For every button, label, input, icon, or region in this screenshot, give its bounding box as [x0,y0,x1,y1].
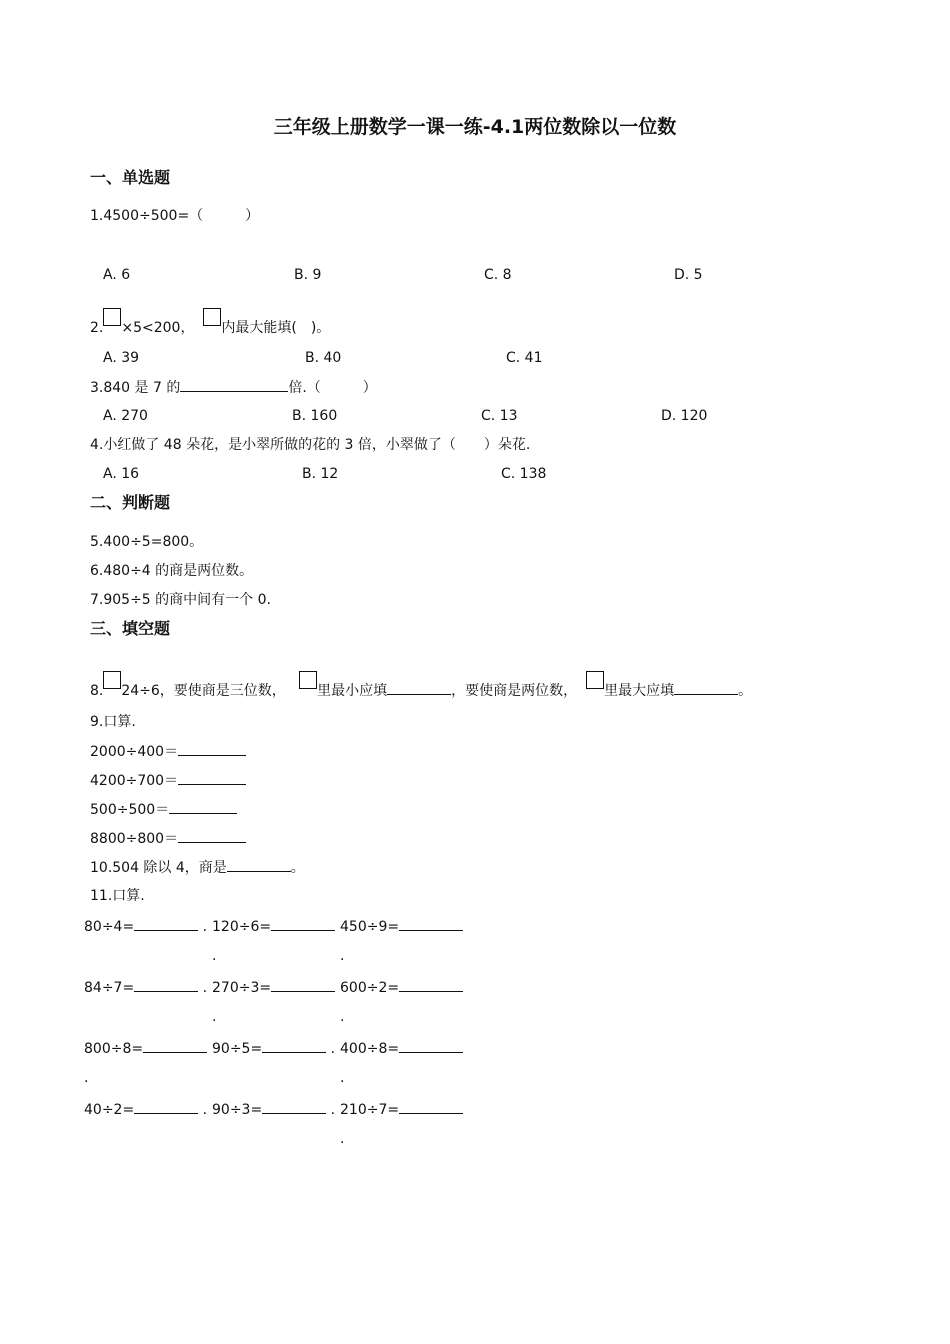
q9-item-4-blank[interactable] [178,829,246,843]
q11-r2-c2-expr: 270÷3= [212,980,272,996]
section-heading-single-choice: 一、单选题 [90,168,171,187]
q8-blank-box-3 [586,671,604,689]
q3-answer-blank[interactable] [180,378,288,392]
q11-r2-c2 [212,978,335,997]
q9-item-1-expr: 2000÷400＝ [90,744,179,760]
q11-r1-c2-expr: 120÷6= [212,919,272,935]
q11-r2-c2-blank[interactable] [271,978,335,992]
q11-r1-c3-expr: 450÷9= [340,919,400,935]
question-11-stem: 11.口算. [90,888,145,904]
q8-part-2: 里最小应填 [317,683,388,699]
q9-item-2-expr: 4200÷700＝ [90,773,179,789]
q8-blank-box-1 [103,671,121,689]
q2-part-2: 内最大能填( )。 [221,320,331,336]
q11-r1-c3-period: . [340,948,345,964]
q11-r3-c1-expr: 800÷8= [84,1041,144,1057]
q8-part-3: ，要使商是两位数， [451,683,578,699]
q11-r3-c3-expr: 400÷8= [340,1041,400,1057]
q11-r1-c2-period: . [212,948,217,964]
q2-blank-box-2 [203,308,221,326]
q11-r3-c2-blank[interactable] [262,1039,326,1053]
q11-r3-c2 [212,1039,335,1058]
q9-item-2-blank[interactable] [178,771,246,785]
q2-number: 2. [90,320,104,336]
q11-r1-c3 [340,917,463,936]
q11-r4-c2-expr: 90÷3= [212,1102,263,1118]
q8-blank-box-2 [299,671,317,689]
q1-option-d[interactable]: D. 5 [674,267,703,283]
q3-option-a[interactable]: A. 270 [103,408,148,424]
q2-blank-box-1 [103,308,121,326]
q11-r2-c1-period: . [202,980,208,996]
q11-r3-c3-period: . [340,1070,345,1086]
q8-part-4: 里最大应填 [604,683,675,699]
q11-r2-c2-period: . [212,1009,217,1025]
q3-stem-b: 倍.（ ） [288,380,377,396]
q9-item-3-blank[interactable] [169,800,237,814]
q11-r4-c2-period: . [330,1102,336,1118]
q11-r2-c3-expr: 600÷2= [340,980,400,996]
q1-option-c[interactable]: C. 8 [484,267,512,283]
q4-option-a[interactable]: A. 16 [103,466,140,482]
q9-item-1 [90,742,246,761]
q11-r3-c1-period: . [84,1070,89,1086]
q11-r2-c1-blank[interactable] [134,978,198,992]
question-6: 6.480÷4 的商是两位数。 [90,563,254,579]
q3-option-d[interactable]: D. 120 [661,408,708,424]
q8-part-1: 24÷6，要使商是三位数， [121,683,286,699]
q2-option-a[interactable]: A. 39 [103,350,140,366]
q11-r1-c1-blank[interactable] [134,917,198,931]
page-title: 三年级上册数学一课一练-4.1两位数除以一位数 [273,116,677,138]
q3-option-b[interactable]: B. 160 [292,408,338,424]
section-heading-true-false: 二、判断题 [90,493,171,512]
q3-stem-a: 3.840 是 7 的 [90,380,181,396]
q11-r4-c1-expr: 40÷2= [84,1102,135,1118]
q11-r2-c3-period: . [340,1009,345,1025]
q1-option-a[interactable]: A. 6 [103,267,131,283]
q11-r1-c3-blank[interactable] [399,917,463,931]
q2-option-b[interactable]: B. 40 [305,350,342,366]
q11-r3-c1-blank[interactable] [143,1039,207,1053]
q10-answer-blank[interactable] [227,858,291,872]
question-10 [90,858,305,877]
question-9-stem: 9.口算. [90,714,136,730]
q11-r4-c2 [212,1100,335,1119]
section-heading-fill-blank: 三、填空题 [90,619,171,638]
q11-r4-c1 [84,1100,207,1119]
q9-item-3-expr: 500÷500＝ [90,802,170,818]
q11-r3-c2-period: . [330,1041,336,1057]
q11-r1-c2 [212,917,335,936]
q11-r1-c2-blank[interactable] [271,917,335,931]
question-5: 5.400÷5=800。 [90,534,204,550]
q9-item-4 [90,829,246,848]
q8-answer-blank-1[interactable] [387,681,451,695]
question-1-stem: 1.4500÷500=（ ） [90,208,260,224]
question-8 [90,671,752,700]
q11-r1-c1-period: . [202,919,208,935]
q11-r4-c3-period: . [340,1131,345,1147]
q10-end: 。 [290,860,305,876]
q11-r2-c3 [340,978,463,997]
q4-option-c[interactable]: C. 138 [501,466,547,482]
q8-answer-blank-2[interactable] [674,681,738,695]
q11-r3-c2-expr: 90÷5= [212,1041,263,1057]
q8-part-5: 。 [738,683,753,699]
q2-option-c[interactable]: C. 41 [506,350,543,366]
q11-r4-c1-period: . [202,1102,208,1118]
q11-r2-c1 [84,978,207,997]
q9-item-4-expr: 8800÷800＝ [90,831,179,847]
q11-r4-c3-blank[interactable] [399,1100,463,1114]
question-3-stem [90,378,377,397]
q11-r2-c3-blank[interactable] [399,978,463,992]
question-7: 7.905÷5 的商中间有一个 0. [90,592,271,608]
q11-r1-c1 [84,917,207,936]
q10-stem: 10.504 除以 4，商是 [90,860,227,876]
q11-r3-c1 [84,1039,207,1058]
q11-r3-c3 [340,1039,463,1058]
q11-r2-c1-expr: 84÷7= [84,980,135,996]
q4-option-b[interactable]: B. 12 [302,466,339,482]
q9-item-2 [90,771,246,790]
q9-item-3 [90,800,237,819]
q8-number: 8. [90,683,104,699]
q11-r4-c3-expr: 210÷7= [340,1102,400,1118]
q11-r3-c3-blank[interactable] [399,1039,463,1053]
q11-r4-c2-blank[interactable] [262,1100,326,1114]
q11-r4-c3 [340,1100,463,1119]
q9-item-1-blank[interactable] [178,742,246,756]
q3-option-c[interactable]: C. 13 [481,408,518,424]
q11-r1-c1-expr: 80÷4= [84,919,135,935]
question-2-stem [90,308,330,337]
q1-option-b[interactable]: B. 9 [294,267,322,283]
question-4-stem: 4.小红做了 48 朵花，是小翠所做的花的 3 倍，小翠做了（ ）朵花. [90,437,531,453]
q11-r4-c1-blank[interactable] [134,1100,198,1114]
q2-part-1: ×5<200， [121,320,195,336]
